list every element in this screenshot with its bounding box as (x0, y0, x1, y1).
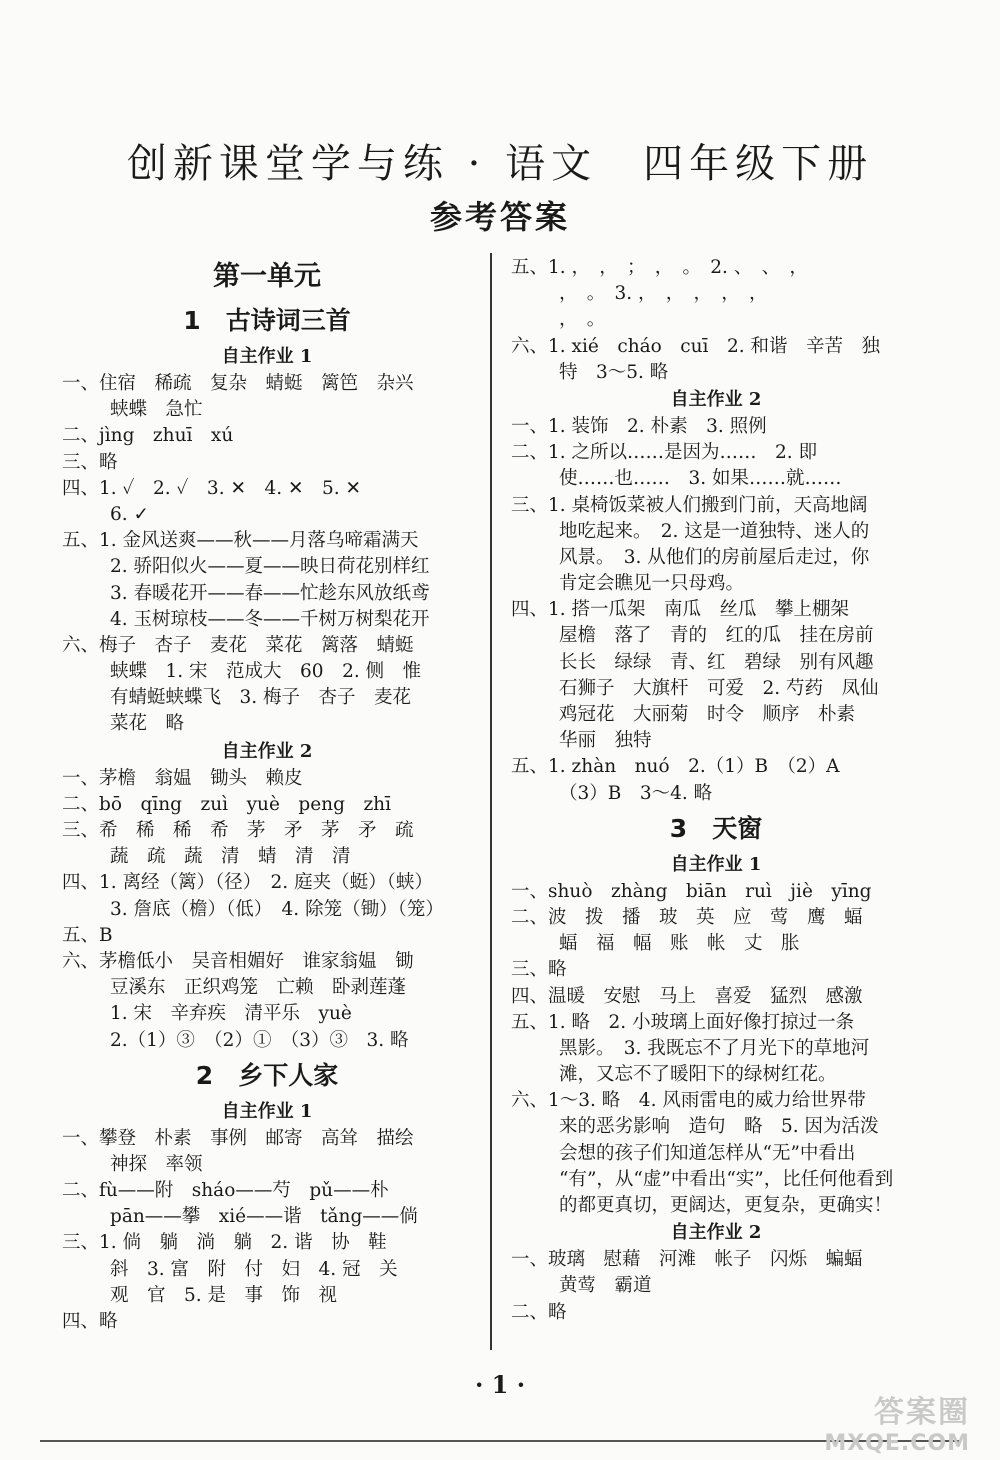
answer-line-continued: 屋檐 落了 青的 红的瓜 挂在房前 (559, 625, 874, 647)
page-subtitle: 参考答案 (429, 198, 570, 236)
answer-line-continued: 斜 3. 富 附 付 妇 4. 冠 关 (110, 1258, 398, 1280)
answer-line: 六、茅檐低小 吴音相媚好 谁家翁媪 锄 (62, 950, 414, 972)
answer-line-continued: ， 。 3. ， ， ， ， ， (559, 283, 768, 305)
watermark-url: MXQE.COM (824, 1431, 970, 1456)
answer-line-continued: 蛱蝶 1. 宋 范成大 60 2. 侧 惟 (110, 661, 422, 683)
answer-line: 三、略 (511, 959, 567, 981)
answer-line-continued: 黑影。 3. 我既忘不了月光下的草地河 (559, 1037, 870, 1059)
answer-line: 二、波 拨 播 玻 英 应 莺 鹰 蝠 (511, 906, 863, 928)
answer-line: 二、1. 之所以……是因为…… 2. 即 (511, 442, 818, 464)
answer-line: 五、1. zhàn nuó 2.（1）B （2）A (511, 756, 840, 778)
answer-line: 四、1. 搭一瓜架 南瓜 丝瓜 攀上棚架 (511, 599, 850, 621)
answer-line-continued: 蝠 福 幅 账 帐 丈 胀 (559, 933, 800, 955)
section-heading: 自主作业 2 (670, 388, 762, 410)
answer-line: 六、梅子 杏子 麦花 菜花 篱落 蜻蜓 (62, 634, 414, 656)
section-heading: 自主作业 1 (221, 346, 313, 367)
answer-line: 三、1. 桌椅饭菜被人们搬到门前，天高地阔 (511, 494, 868, 516)
answer-line: 六、1. xié cháo cuī 2. 和谐 辛苦 独 (511, 335, 880, 357)
answer-line: 三、1. 倘 躺 淌 躺 2. 谐 协 鞋 (62, 1232, 387, 1254)
answer-line: 四、温暖 安慰 马上 喜爱 猛烈 感激 (511, 985, 863, 1007)
answer-line: 五、1. 金风送爽——秋——月落乌啼霜满天 (62, 530, 419, 552)
answer-line: 三、希 稀 稀 希 茅 矛 茅 矛 疏 (62, 820, 414, 841)
answer-line-continued: 风景。 3. 从他们的房前屋后走过，你 (559, 546, 870, 568)
answer-line: 二、fù——附 sháo——芍 pǔ——朴 (62, 1180, 389, 1202)
section-heading: 自主作业 2 (670, 1222, 762, 1244)
answer-line-continued: 1. 宋 辛弃疾 清平乐 yuè (110, 1003, 352, 1025)
answer-line-continued: 菜花 略 (110, 713, 185, 735)
answer-line: 五、1. ， ， ； ， 。 2. 、 、 ， (511, 257, 808, 278)
answer-line-continued: 会想的孩子们知道怎样从“无”中看出 (559, 1142, 856, 1164)
section-heading: 自主作业 2 (221, 740, 313, 762)
lesson-heading: 1 古诗词三首 (183, 306, 351, 335)
answer-line-continued: 滩，又忘不了暖阳下的绿树红花。 (559, 1064, 837, 1086)
answer-line: 一、攀登 朴素 事例 邮寄 高耸 描绘 (62, 1127, 414, 1149)
answer-line: 三、略 (62, 451, 118, 473)
answer-line-continued: 长长 绿绿 青、红 碧绿 别有风趣 (559, 651, 874, 673)
answer-line-continued: 6. ✓ (110, 503, 150, 525)
page-title: 创新课堂学与练 · 语文 四年级下册 (126, 141, 874, 187)
answer-line: 四、略 (62, 1311, 118, 1332)
right-column (511, 255, 921, 1326)
answer-line-continued: 的都更真切，更阔达，更复杂，更确实！ (559, 1195, 893, 1216)
answer-line-continued: ， 。 (559, 309, 606, 331)
answer-line-continued: 地吃起来。 2. 这是一道独特、迷人的 (559, 520, 870, 542)
answer-line-continued: 观 官 5. 是 事 饰 视 (110, 1284, 338, 1306)
answer-line: 一、shuò zhàng biān ruì jiè yīng (511, 880, 872, 902)
answer-line-continued: 特 3～5. 略 (559, 361, 669, 383)
answer-line-continued: 鸡冠花 大丽菊 时令 顺序 朴素 (559, 704, 856, 725)
answer-line-continued: 2.（1）③ （2）① （3）③ 3. 略 (110, 1029, 409, 1051)
unit-heading: 第一单元 (213, 261, 321, 292)
watermark (824, 1395, 970, 1457)
bottom-rule (40, 1440, 960, 1442)
answer-line-continued: 来的恶劣影响 造句 略 5. 因为活泼 (559, 1116, 879, 1138)
left-column (62, 255, 472, 1335)
answer-line-continued: 石狮子 大旗杆 可爱 2. 芍药 凤仙 (559, 677, 879, 699)
answer-line-continued: 黄莺 霸道 (559, 1275, 652, 1297)
answer-line: 一、1. 装饰 2. 朴素 3. 照例 (511, 415, 767, 437)
answer-line-continued: 肯定会瞧见一只母鸡。 (559, 573, 745, 595)
answer-line-continued: 有蜻蜓蛱蝶飞 3. 梅子 杏子 麦花 (110, 687, 412, 709)
answer-line: 一、玻璃 慰藉 河滩 帐子 闪烁 蝙蝠 (511, 1249, 863, 1271)
answer-line-continued: “有”，从“虚”中看出“实”，比任何他看到 (559, 1168, 894, 1190)
answer-line-continued: 蔬 疏 蔬 清 蜻 清 清 (110, 846, 351, 868)
answer-line: 六、1～3. 略 4. 风雨雷电的威力给世界带 (511, 1090, 866, 1112)
answer-line-continued: 神探 率领 (110, 1153, 203, 1175)
lesson-heading: 2 乡下人家 (195, 1060, 339, 1090)
answer-line-continued: 2. 骄阳似火——夏——映日荷花别样红 (110, 556, 430, 578)
page-number: · 1 · (474, 1370, 526, 1399)
answer-line-continued: （3）B 3～4. 略 (559, 782, 713, 804)
answer-line: 五、B (62, 924, 113, 946)
lesson-heading: 3 天窗 (669, 813, 763, 843)
answer-line-continued: 3. 春暖花开——春——忙趁东风放纸鸢 (110, 582, 430, 604)
answer-line: 四、1. ✓ 2. ✓ 3. ✕ 4. ✕ 5. ✕ (62, 477, 362, 499)
answer-line-continued: 使……也…… 3. 如果……就…… (559, 468, 842, 490)
answer-line-continued: 3. 詹底（檐）（低） 4. 除笼（锄）（笼） (110, 898, 444, 920)
answer-line: 一、住宿 稀疏 复杂 蜻蜓 篱笆 杂兴 (62, 373, 414, 394)
answer-line: 一、茅檐 翁媪 锄头 赖皮 (62, 767, 303, 789)
answer-line: 二、略 (511, 1301, 567, 1323)
watermark-logo: 答案圈 (874, 1395, 970, 1430)
answer-line: 四、1. 离经（篱）（径） 2. 庭夹（蜓）（蛱） (62, 872, 433, 894)
answer-line: 二、bō qīng zuì yuè peng zhī (62, 793, 392, 815)
section-heading: 自主作业 1 (221, 1100, 313, 1122)
section-heading: 自主作业 1 (670, 853, 762, 875)
answer-line-continued: 华丽 独特 (559, 730, 652, 752)
answer-line: 二、jìng zhuī xú (62, 425, 234, 447)
answer-line-continued: 蛱蝶 急忙 (110, 399, 203, 421)
answer-line-continued: 4. 玉树琼枝——冬——千树万树梨花开 (110, 608, 430, 630)
answer-line-continued: 豆溪东 正织鸡笼 亡赖 卧剥莲蓬 (110, 977, 407, 999)
answer-line: 五、1. 略 2. 小玻璃上面好像打掠过一条 (511, 1011, 855, 1033)
column-divider (490, 253, 492, 1350)
answer-line-continued: pān——攀 xié——谐 tǎng——倘 (110, 1206, 418, 1228)
